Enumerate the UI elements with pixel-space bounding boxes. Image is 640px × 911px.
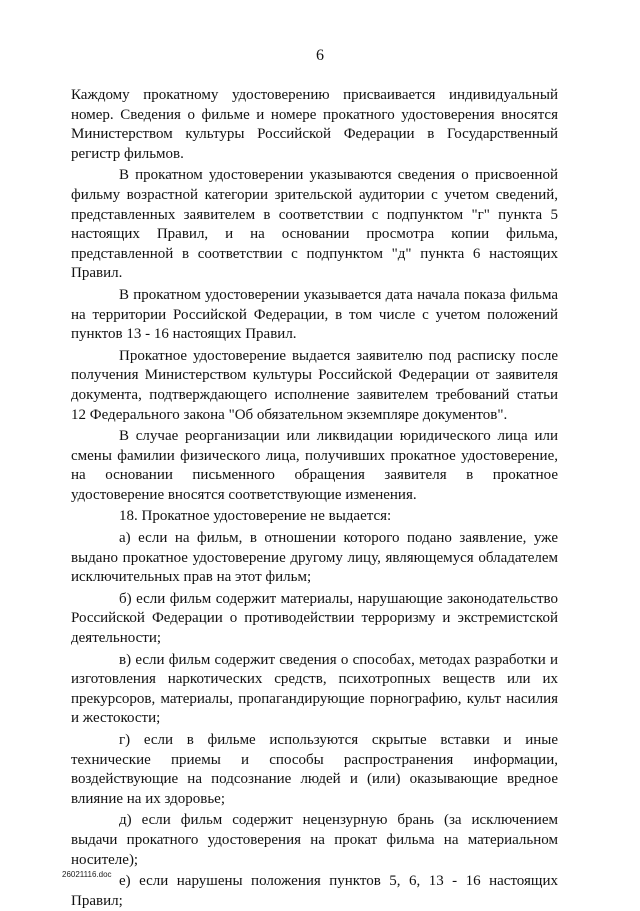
page-number: 6 [316, 47, 324, 64]
list-item-e: е) если нарушены положения пунктов 5, 6, 13 - 16 настоящих Правил; [71, 873, 558, 909]
paragraph-not-issued-heading: 18. Прокатное удостоверение не выдается: [119, 508, 392, 525]
paragraph-issue-receipt: Прокатное удостоверение выдается заявителю под расписку после получения Министерством культуры Российской Федерации от заявителя документа, подтверждающего исполнение заявителем требований статьи 12 Федерального закона "Об обязательном экземпляре документов". [71, 347, 558, 423]
paragraph-release-date: В прокатном удостоверении указывается дата начала показа фильма на территории Российской Федерации, в том числе с учетом положений пунктов 13 - 16 настоящих Правил. [71, 286, 558, 343]
document-body [71, 86, 558, 911]
paragraph-registration-number: Каждому прокатному удостоверению присваивается индивидуальный номер. Сведения о фильме и номере прокатного удостоверения вносятся Министерством культуры Российской Федерации в Государственный регистр фильмов. [71, 87, 558, 162]
footer-file-code: 26021116.doc [62, 870, 112, 879]
paragraph-reorganization: В случае реорганизации или ликвидации юридического лица или смены фамилии физического лица, получивших прокатное удостоверение, на основании письменного обращения заявителя в прокатное удостоверение вносятся соответствующие изменения. [71, 428, 558, 503]
list-item-v: в) если фильм содержит сведения о способах, методах разработки и изготовления наркотических средств, психотропных веществ или их прекурсоров, материалы, пропагандирующие порнографию, культ насилия и жестокости; [71, 651, 558, 727]
list-item-g: г) если в фильме используются скрытые вставки и иные технические приемы и способы распространения информации, воздействующие на подсознание людей и (или) оказывающие вредное влияние на их здоровье; [71, 732, 558, 807]
list-item-d: д) если фильм содержит нецензурную брань (за исключением выдачи прокатного удостоверения на прокат фильма на материальном носителе); [71, 812, 558, 868]
paragraph-age-category: В прокатном удостоверении указываются сведения о присвоенной фильму возрастной категории зрительской аудитории с учетом сведений, представленных заявителем в соответствии с подпунктом "г" пункта 5 настоящих Правил, и на основании просмотра копии фильма, представленной в соответствии с подпунктом "д" пункта 6 настоящих Правил. [71, 167, 558, 282]
list-item-a: а) если на фильм, в отношении которого подано заявление, уже выдано прокатное удостоверение другому лицу, являющемуся обладателем исключительных прав на этот фильм; [71, 530, 558, 586]
list-item-b: б) если фильм содержит материалы, нарушающие законодательство Российской Федерации о противодействии терроризму и экстремистской деятельности; [71, 590, 558, 647]
